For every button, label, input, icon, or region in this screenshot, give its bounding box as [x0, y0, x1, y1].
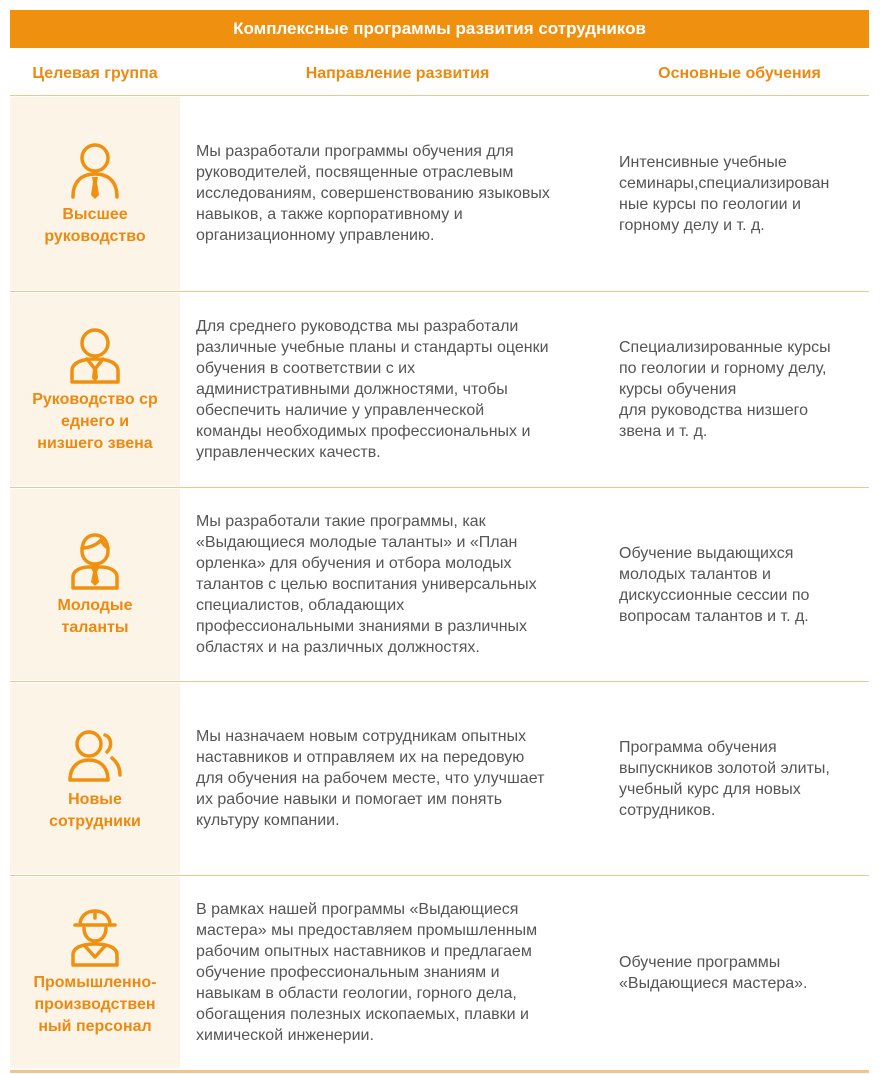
education-cell: Обучение выдающихся молодых талантов и дискуссионные сессии по вопросам талантов и т. д.: [619, 544, 810, 625]
group-label: Руководство ср еднего и низшего звена: [32, 390, 158, 452]
row-divider: [10, 487, 869, 488]
new-employees-icon: [67, 725, 123, 785]
education-cell: Интенсивные учебные семинары,специализирован ные курсы по геологии и горному делу и т. д.: [619, 153, 830, 234]
direction-cell: Мы разработали такие программы, как «Выдающиеся молодые таланты» и «План орленка» для обучения и отбора молодых талантов с целью воспитания универсальных специалистов, обладающих профессиональными знаниями в различных областях и на различных должностях.: [196, 513, 537, 656]
executive-person-icon: [67, 140, 123, 200]
table-title: Комплексные программы развития сотрудников: [10, 10, 869, 48]
column-header-education: Основные обучения: [658, 65, 821, 82]
direction-cell: В рамках нашей программы «Выдающиеся мастера» мы предоставляем промышленным рабочим опытных наставников и предлагаем обучение профессиональным знаниям и навыкам в области геологии, горного дела, обогащения полезных ископаемых, плавки и химической инженерии.: [196, 901, 538, 1044]
group-label: Новые сотрудники: [49, 790, 141, 830]
table-row-group-cell: [10, 97, 180, 290]
table-row-group-cell: [10, 489, 180, 680]
direction-cell: Мы разработали программы обучения для руководителей, посвященные отраслевым исследованиям, совершенствованию языковых навыков, а также корпоративному и организационному управлению.: [196, 143, 550, 244]
group-label: Молодые таланты: [57, 596, 133, 636]
direction-cell: Мы назначаем новым сотрудникам опытных наставников и отправляем их на передовую для обучения на рабочем месте, что улучшает их рабочие навыки и помогает им понять культуру компании.: [196, 728, 545, 829]
direction-cell: Для среднего руководства мы разработали различные учебные планы и стандарты оценки обучения в соответствии с их административными должностями, чтобы обеспечить наличие у управленческой команды необходимых профессиональных и управленческих качеств.: [196, 318, 549, 461]
group-label: Высшее руководство: [44, 205, 146, 245]
table-bottom-border: [10, 1070, 869, 1073]
row-divider: [10, 291, 869, 292]
row-divider: [10, 681, 869, 682]
manager-person-icon: [67, 325, 123, 385]
education-cell: Обучение программы «Выдающиеся мастера».: [619, 953, 808, 992]
education-cell: Программа обучения выпускников золотой элиты, учебный курс для новых сотрудников.: [619, 738, 830, 819]
row-divider: [10, 875, 869, 876]
column-header-direction: Направление развития: [305, 65, 490, 82]
young-talent-icon: [67, 531, 123, 591]
table-row-group-cell: [10, 877, 180, 1068]
column-header-group: Целевая группа: [32, 65, 158, 82]
education-cell: Специализированные курсы по геологии и горному делу, курсы обучения для руководства низшего звена и т. д.: [619, 339, 831, 440]
table-row-group-cell: [10, 683, 180, 874]
worker-helmet-icon: [67, 908, 123, 968]
header-divider: [10, 95, 869, 96]
table-row-group-cell: [10, 293, 180, 486]
group-label: Промышленно- производствен ный персонал: [33, 973, 157, 1035]
